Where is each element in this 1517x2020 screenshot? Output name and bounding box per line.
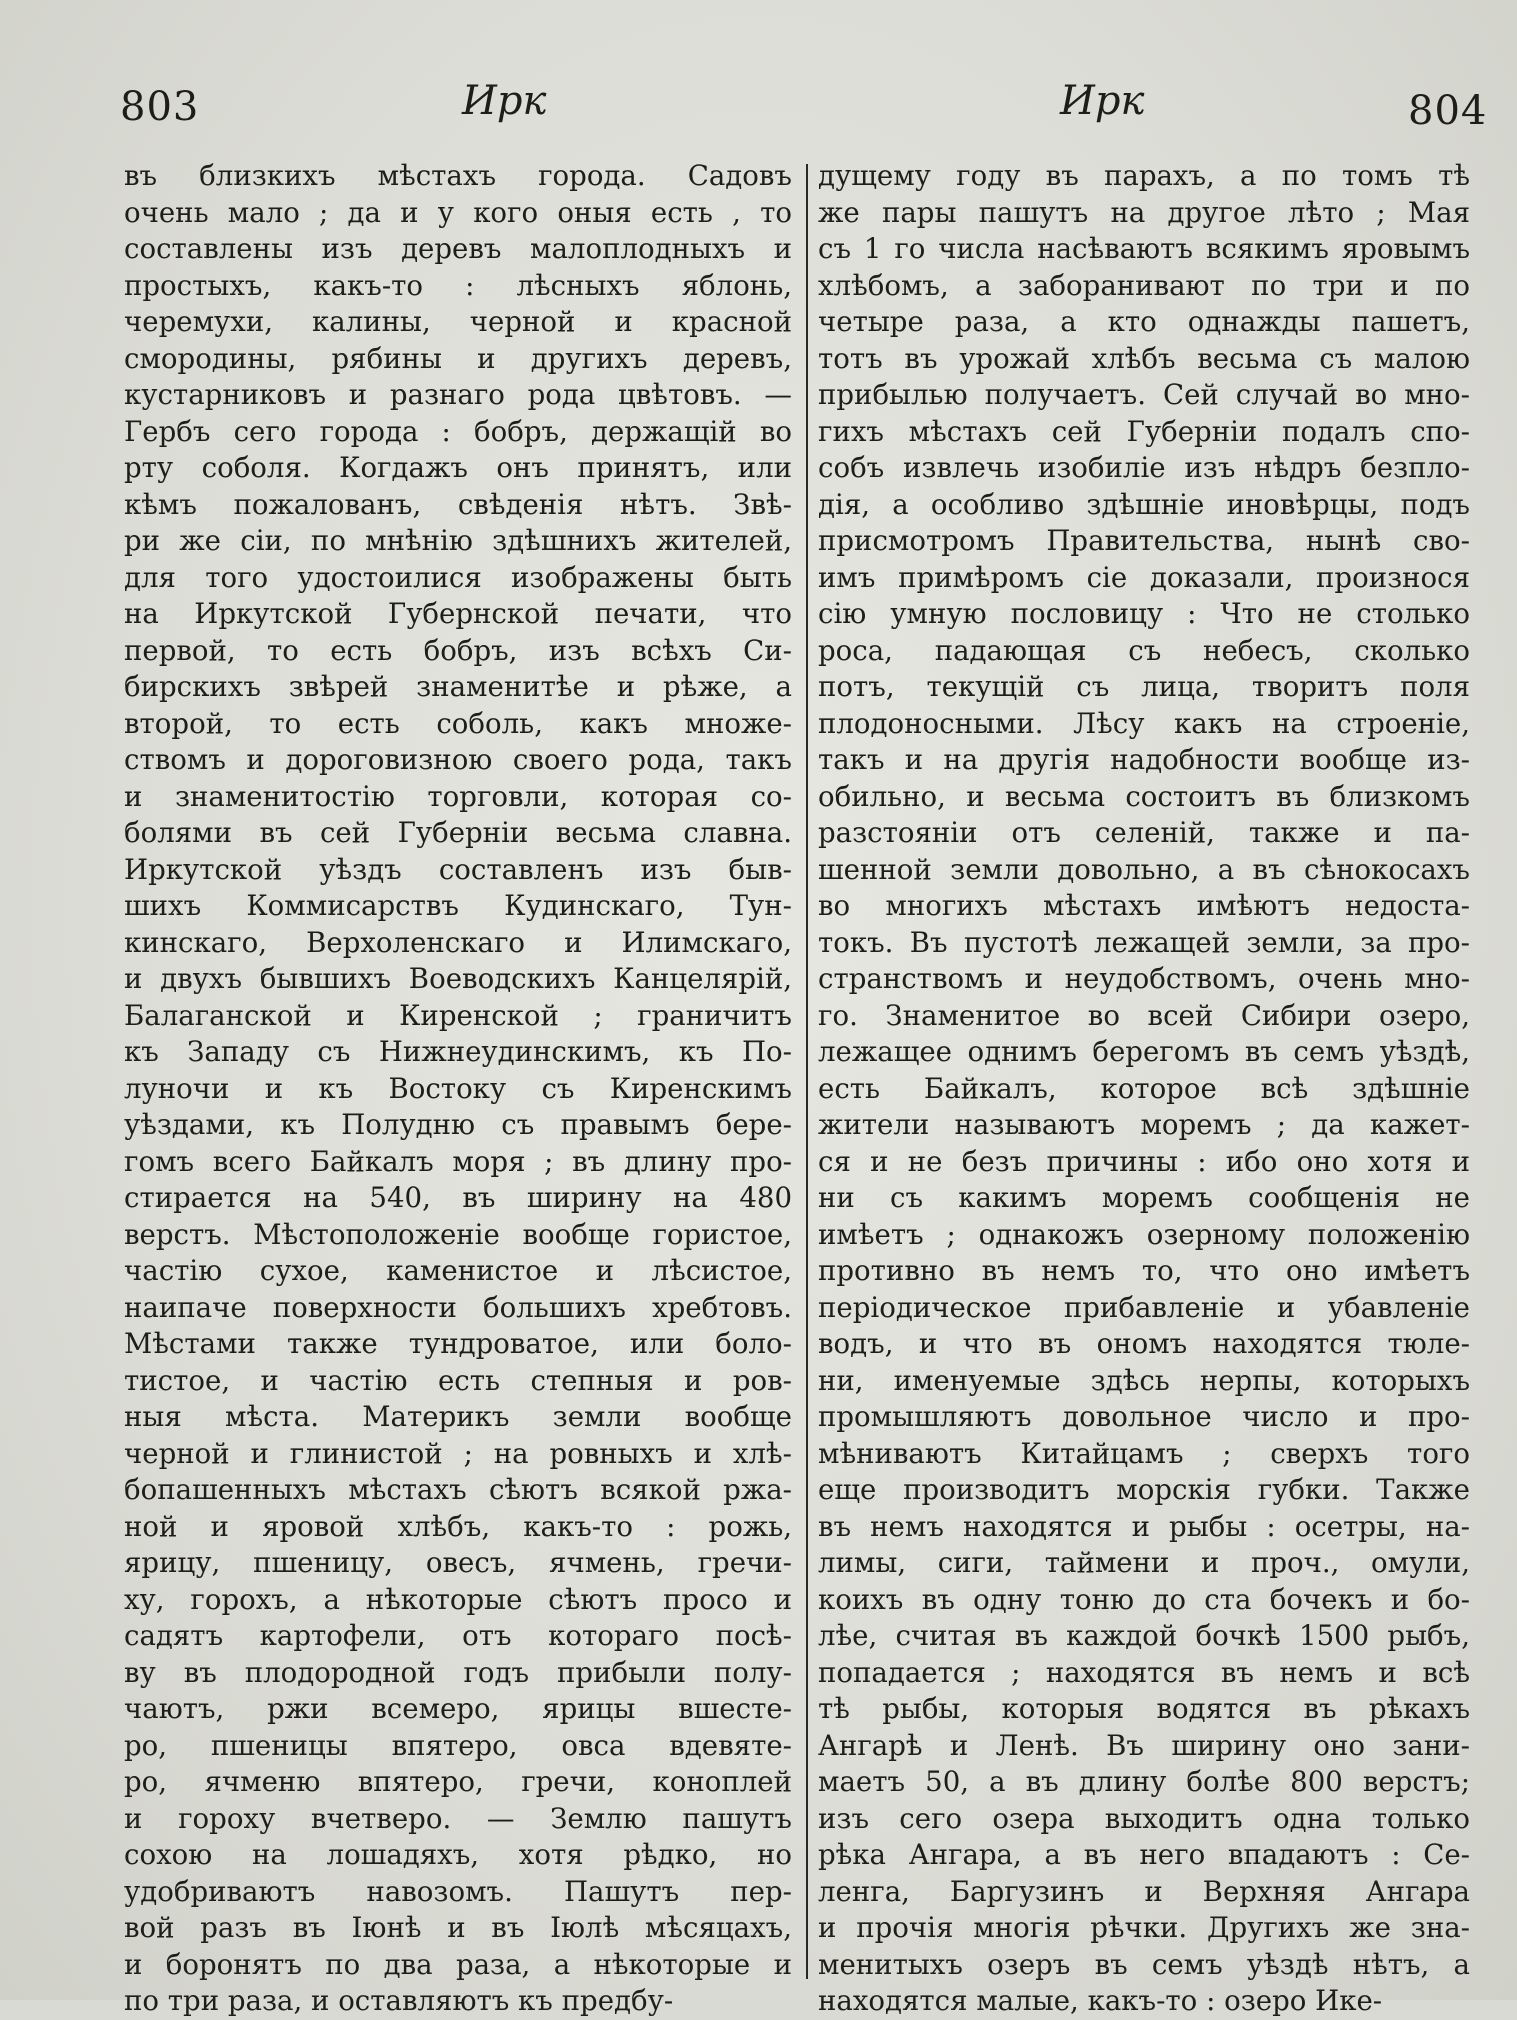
text-line: для того удостоилися изображены быть [124,560,792,594]
text-line: составлены изъ деревъ малоплодныхъ и [124,232,792,265]
text-line: водъ, и что въ ономъ находятся тюле- [818,1327,1470,1360]
text-line: маетъ 50, а въ длину болѣе 800 верстъ; [818,1765,1470,1798]
right-running-head: Ирк [1060,78,1145,124]
text-line: противно въ немъ то, что оно имѣетъ [818,1254,1470,1287]
text-line: гихъ мѣстахъ сей Губерніи подалъ спо- [818,414,1470,448]
text-line: чаютъ, ржи всемеро, ярицы вшесте- [124,1692,792,1725]
text-line: тѣ рыбы, которыя водятся въ рѣкахъ [818,1692,1470,1725]
text-line: странствомъ и неудобствомъ, очень мно- [818,962,1470,995]
text-line: ро, ячменю впятеро, гречи, коноплей [124,1765,792,1798]
text-line: жители называютъ моремъ ; да кажет- [818,1108,1470,1141]
text-line: удобриваютъ навозомъ. Пашутъ пер- [124,1874,792,1908]
text-line: луночи и къ Востоку съ Киренскимъ [124,1071,792,1105]
text-line: шихъ Коммисарствъ Кудинскаго, Тун- [124,889,792,922]
text-line: есть Байкалъ, которое всѣ здѣшніе [818,1071,1470,1105]
text-line: прибылью получаетъ. Сей случай во мно- [818,378,1470,411]
text-line: съ 1 го числа насѣваютъ всякимъ яровымъ [818,232,1470,265]
text-line: ной и яровой хлѣбъ, какъ-то : рожь, [124,1509,792,1543]
text-line: черной и глинистой ; на ровныхъ и хлѣ- [124,1436,792,1470]
text-line: въ немъ находятся и рыбы : осетры, на- [818,1509,1470,1543]
text-line: верстъ. Мѣстоположеніе вообще гористое, [124,1217,792,1251]
text-line: стирается на 540, въ ширину на 480 [124,1181,792,1214]
text-line: имъ примѣромъ сіе доказали, произнося [818,560,1470,594]
text-line: шенной земли довольно, а въ сѣнокосахъ [818,852,1470,886]
text-line: во многихъ мѣстахъ имѣютъ недоста- [818,889,1470,922]
text-line: вой разъ въ Іюнѣ и въ Іюлѣ мѣсяцахъ, [124,1911,792,1944]
text-line: разстояніи отъ селеній, также и па- [818,816,1470,849]
text-line: ни, именуемые здѣсь нерпы, которыхъ [818,1363,1470,1397]
text-line: Мѣстами также тундроватое, или боло- [124,1327,792,1360]
text-line: лежащее однимъ берегомъ въ семъ уѣздѣ, [818,1035,1470,1068]
text-line: Иркутской уѣздъ составленъ изъ быв- [124,852,792,886]
text-line: и боронятъ по два раза, а нѣкоторые и [124,1947,792,1981]
text-line: такъ и на другія надобности вообще из- [818,743,1470,776]
text-line: болями въ сей Губерніи весьма славна. [124,816,792,849]
column-divider [806,164,808,1979]
text-line: лѣе, считая въ каждой бочкѣ 1500 рыбъ, [818,1619,1470,1652]
text-line: же пары пашутъ на другое лѣто ; Мая [818,195,1470,229]
text-line: и прочія многія рѣчки. Другихъ же зна- [818,1911,1470,1944]
text-line: лимы, сиги, таймени и проч., омули, [818,1546,1470,1579]
text-line: тотъ въ урожай хлѣбъ весьма съ малою [818,341,1470,375]
text-line: Гербъ сего города : бобръ, держащій во [124,414,792,448]
page-header [0,78,1517,148]
text-line: бирскихъ звѣрей знаменитѣе и рѣже, а [124,670,792,703]
text-line: присмотромъ Правительства, нынѣ сво- [818,524,1470,557]
text-line: ху, горохъ, а нѣкоторые сѣютъ просо и [124,1582,792,1616]
text-line: ся и не безъ причины : ибо оно хотя и [818,1144,1470,1178]
text-line: кинскаго, Верхоленскаго и Илимскаго, [124,925,792,959]
text-line: менитыхъ озеръ въ семъ уѣздѣ нѣтъ, а [818,1947,1470,1981]
text-line: токъ. Въ пустотѣ лежащей земли, за про- [818,925,1470,959]
text-line: и двухъ бывшихъ Воеводскихъ Канцелярій, [124,962,792,995]
text-line: по три раза, и оставляютъ къ предбу- [124,1984,674,2017]
text-line: въ близкихъ мѣстахъ города. Садовъ [124,159,792,192]
left-page-number: 803 [120,84,200,130]
text-line: садятъ картофели, отъ котораго посѣ- [124,1619,792,1652]
text-line: на Иркутской Губернской печати, что [124,597,792,630]
text-line: первой, то есть бобръ, изъ всѣхъ Си- [124,633,792,667]
text-line: изъ сего озера выходитъ одна только [818,1801,1470,1835]
text-line: находятся малые, какъ-то : озеро Ике- [818,1984,1383,2017]
text-line: смородины, рябины и другихъ деревъ, [124,341,792,375]
text-line: черемухи, калины, черной и красной [124,305,792,338]
text-line: ву въ плодородной годъ прибыли полу- [124,1655,792,1689]
text-line: ни съ какимъ моремъ сообщенія не [818,1181,1470,1214]
text-line: ярицу, пшеницу, овесъ, ячмень, гречи- [124,1546,792,1579]
text-line: го. Знаменитое во всей Сибири озеро, [818,998,1470,1032]
text-line: дущему году въ парахъ, а по томъ тѣ [818,159,1470,192]
text-line: ствомъ и дороговизною своего рода, такъ [124,743,792,776]
text-line: ныя мѣста. Материкъ земли вообще [124,1400,792,1433]
text-line: собъ извлечь изобиліе изъ нѣдръ безпло- [818,451,1470,484]
text-line: потъ, текущій съ лица, творитъ поля [818,670,1470,703]
left-text-column [124,158,792,2017]
text-line: бопашенныхъ мѣстахъ сѣютъ всякой ржа- [124,1473,792,1506]
text-line: мѣниваютъ Китайцамъ ; сверхъ того [818,1436,1470,1470]
text-line: рѣка Ангара, а въ него впадаютъ : Се- [818,1838,1470,1871]
text-line: плодоносными. Лѣсу какъ на строеніе, [818,706,1470,740]
text-line: промышляютъ довольное число и про- [818,1400,1470,1433]
text-line: періодическое прибавленіе и убавленіе [818,1290,1470,1324]
text-line: попадается ; находятся въ немъ и всѣ [818,1655,1470,1689]
text-line: частію сухое, каменистое и лѣсистое, [124,1254,792,1287]
left-running-head: Ирк [462,78,547,124]
text-line: Балаганской и Киренской ; граничитъ [124,998,792,1032]
text-line: коихъ въ одну тоню до ста бочекъ и бо- [818,1582,1470,1616]
text-line: кѣмъ пожалованъ, свѣденія нѣтъ. Звѣ- [124,487,792,521]
text-line: ленга, Баргузинъ и Верхняя Ангара [818,1874,1470,1908]
text-line: уѣздами, къ Полудню съ правымъ бере- [124,1108,792,1141]
text-line: хлѣбомъ, а заборанивают по три и по [818,268,1470,302]
text-line: гомъ всего Байкалъ моря ; въ длину про- [124,1144,792,1178]
text-line: дія, а особливо здѣшніе иновѣрцы, подъ [818,487,1470,521]
text-line: тистое, и частію есть степныя и ров- [124,1363,792,1397]
text-line: сохою на лошадяхъ, хотя рѣдко, но [124,1838,792,1871]
right-text-column [818,158,1470,2017]
text-line: рту соболя. Когдажъ онъ принятъ, или [124,451,792,484]
text-line: очень мало ; да и у кого оныя есть , то [124,195,792,229]
text-line: второй, то есть соболь, какъ множе- [124,706,792,740]
text-line: еще производитъ морскія губки. Также [818,1473,1470,1506]
text-line: сію умную пословицу : Что не столько [818,597,1470,630]
right-page-number: 804 [1408,88,1488,134]
text-line: Ангарѣ и Ленѣ. Въ ширину оно зани- [818,1728,1470,1762]
text-line: наипаче поверхности большихъ хребтовъ. [124,1290,792,1324]
text-line: четыре раза, а кто однажды пашетъ, [818,305,1470,338]
text-line: роса, падающая съ небесъ, сколько [818,633,1470,667]
text-line: обильно, и весьма состоитъ въ близкомъ [818,779,1470,813]
text-line: и гороху вчетверо. — Землю пашутъ [124,1801,792,1835]
text-line: къ Западу съ Нижнеудинскимъ, къ По- [124,1035,792,1068]
text-line: кустарниковъ и разнаго рода цвѣтовъ. — [124,378,792,411]
text-line: простыхъ, какъ-то : лѣсныхъ яблонь, [124,268,792,302]
text-line: ро, пшеницы впятеро, овса вдевяте- [124,1728,792,1762]
text-line: и знаменитостію торговли, которая со- [124,779,792,813]
text-line: ри же сіи, по мнѣнію здѣшнихъ жителей, [124,524,792,557]
text-line: имѣетъ ; однакожъ озерному положенію [818,1217,1470,1251]
